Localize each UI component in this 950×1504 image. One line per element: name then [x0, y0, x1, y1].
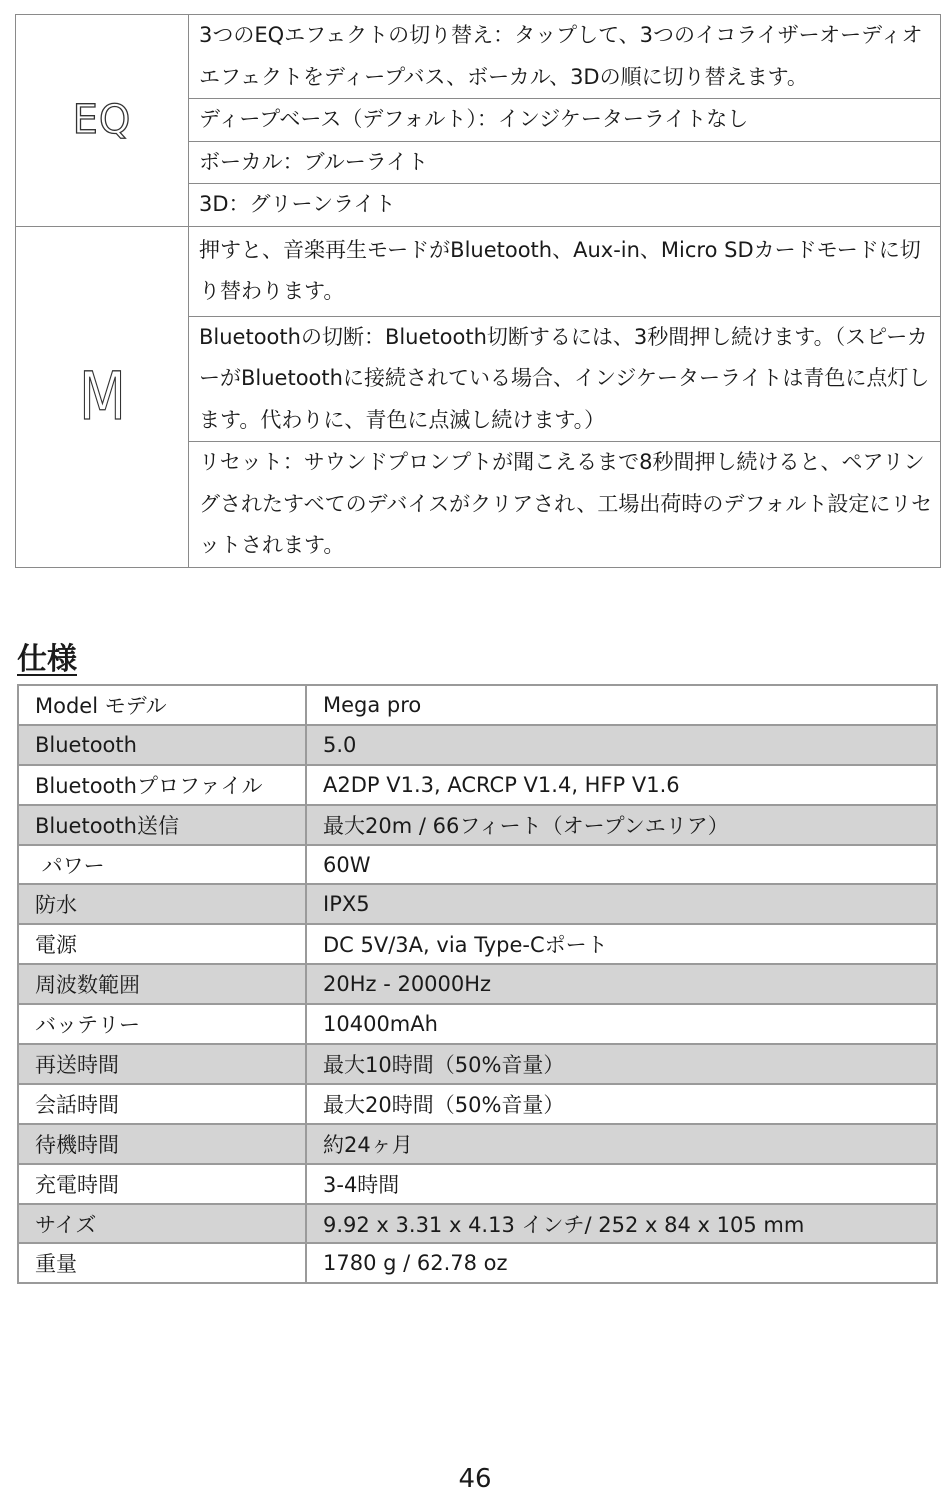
- spec-value: 5.0: [306, 725, 937, 765]
- spec-key: Bluetoothプロファイル: [18, 765, 306, 805]
- table-row: [18, 1243, 937, 1283]
- eq-deep-bass: ディープベース（デフォルト）：インジケーターライトなし: [189, 99, 941, 142]
- table-row: [18, 685, 937, 725]
- table-row: [18, 884, 937, 924]
- button-function-table: [15, 14, 941, 568]
- spec-key: 待機時間: [18, 1124, 306, 1164]
- m-button-label-cell: [16, 226, 189, 567]
- spec-value: 約24ヶ月: [306, 1124, 937, 1164]
- spec-value: IPX5: [306, 884, 937, 924]
- table-row: [18, 964, 937, 1004]
- m-button-label: M: [78, 358, 126, 435]
- table-row: [18, 1164, 937, 1204]
- spec-key: 会話時間: [18, 1084, 306, 1124]
- table-row: [18, 1044, 937, 1084]
- table-row: [18, 725, 937, 765]
- eq-3d: 3D：グリーンライト: [189, 184, 941, 227]
- spec-key: 周波数範囲: [18, 964, 306, 1004]
- spec-key: 防水: [18, 884, 306, 924]
- spec-key: Bluetooth送信: [18, 805, 306, 845]
- spec-key: パワー: [18, 845, 306, 885]
- spec-value: 20Hz - 20000Hz: [306, 964, 937, 1004]
- spec-value: 最大20m / 66フィート（オープンエリア）: [306, 805, 937, 845]
- spec-key: Model モデル: [18, 685, 306, 725]
- eq-button-label-cell: [16, 15, 189, 227]
- spec-key: 電源: [18, 924, 306, 964]
- spec-key: サイズ: [18, 1204, 306, 1244]
- table-row: [18, 1004, 937, 1044]
- m-reset: リセット：サウンドプロンプトが聞こえるまで8秒間押し続けると、ペアリングされたすべてのデバイスがクリアされ、工場出荷時のデフォルト設定にリセットされます。: [189, 442, 941, 568]
- m-mode-switch: 押すと、音楽再生モードがBluetooth、Aux-in、Micro SDカードモードに切り替わります。: [189, 226, 941, 316]
- m-bluetooth-disconnect: Bluetoothの切断：Bluetooth切断するには、3秒間押し続けます。（スピーカーがBluetoothに接続されている場合、インジケーターライトは青色に点灯します。代わりに、青色に点滅し続けます。）: [189, 316, 941, 442]
- table-row: [18, 924, 937, 964]
- specs-heading: 仕様: [17, 642, 77, 677]
- spec-value: 最大10時間（50%音量）: [306, 1044, 937, 1084]
- spec-key: 重量: [18, 1243, 306, 1283]
- spec-value: 10400mAh: [306, 1004, 937, 1044]
- spec-key: Bluetooth: [18, 725, 306, 765]
- spec-value: 60W: [306, 845, 937, 885]
- spec-value: 3-4時間: [306, 1164, 937, 1204]
- spec-value: 1780 g / 62.78 oz: [306, 1243, 937, 1283]
- eq-button-label: EQ: [72, 97, 132, 144]
- spec-value: 9.92 x 3.31 x 4.13 インチ/ 252 x 84 x 105 mm: [306, 1204, 937, 1244]
- spec-key: バッテリー: [18, 1004, 306, 1044]
- eq-vocal: ボーカル：ブルーライト: [189, 141, 941, 184]
- spec-value: A2DP V1.3, ACRCP V1.4, HFP V1.6: [306, 765, 937, 805]
- table-row: [18, 845, 937, 885]
- table-row: [18, 1204, 937, 1244]
- table-row: [18, 1084, 937, 1124]
- spec-value: Mega pro: [306, 685, 937, 725]
- spec-key: 充電時間: [18, 1164, 306, 1204]
- page-number: 46: [458, 1464, 492, 1494]
- table-row: [18, 765, 937, 805]
- table-row: [18, 805, 937, 845]
- table-row: [18, 1124, 937, 1164]
- specs-table: [17, 684, 938, 1284]
- spec-key: 再送時間: [18, 1044, 306, 1084]
- eq-description: 3つのEQエフェクトの切り替え：タップして、3つのイコライザーオーディオエフェクトをディープバス、ボーカル、3Dの順に切り替えます。: [189, 15, 941, 99]
- spec-value: 最大20時間（50%音量）: [306, 1084, 937, 1124]
- spec-value: DC 5V/3A, via Type-Cポート: [306, 924, 937, 964]
